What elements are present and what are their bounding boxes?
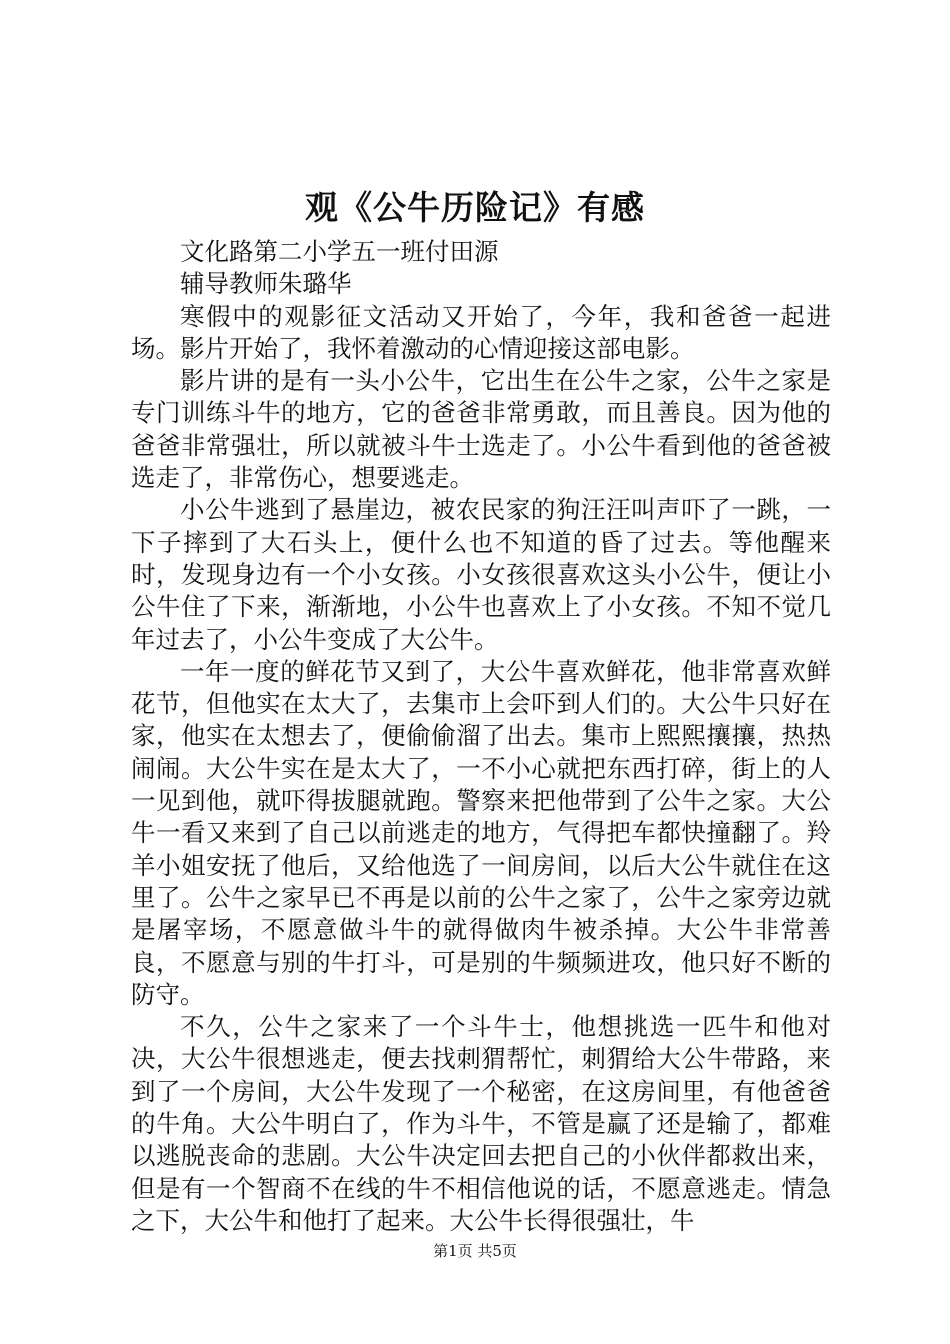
page-indicator: 第1页 共5页	[433, 1242, 517, 1260]
document-title: 观《公牛历险记》有感	[305, 188, 645, 227]
document-body	[131, 236, 831, 1237]
paragraph: 一年一度的鲜花节又到了，大公牛喜欢鲜花，他非常喜欢鲜花节，但他实在太大了，去集市上会吓到人们的。大公牛只好在家，他实在太想去了，便偷偷溜了出去。集市上熙熙攘攘，热热闹闹。大公牛实在是太大了，一不小心就把东西打碎，街上的人一见到他，就吓得拔腿就跑。警察来把他带到了公牛之家。大公牛一看又来到了自己以前逃走的地方，气得把车都快撞翻了。羚羊小姐安抚了他后，又给他选了一间房间，以后大公牛就住在这里了。公牛之家早已不再是以前的公牛之家了，公牛之家旁边就是屠宰场，不愿意做斗牛的就得做肉牛被杀掉。大公牛非常善良，不愿意与别的牛打斗，可是别的牛频频进攻，他只好不断的防守。	[131, 656, 831, 1009]
teacher-line: 辅导教师朱璐华	[180, 269, 352, 299]
paragraph: 寒假中的观影征文活动又开始了，今年，我和爸爸一起进场。影片开始了，我怀着激动的心情迎接这部电影。	[131, 301, 831, 363]
paragraph: 影片讲的是有一头小公牛，它出生在公牛之家，公牛之家是专门训练斗牛的地方，它的爸爸非常勇敢，而且善良。因为他的爸爸非常强壮，所以就被斗牛士选走了。小公牛看到他的爸爸被选走了，非常伤心，想要逃走。	[131, 366, 831, 493]
author-line: 文化路第二小学五一班付田源	[180, 237, 499, 266]
paragraph: 不久，公牛之家来了一个斗牛士，他想挑选一匹牛和他对决，大公牛很想逃走，便去找刺猬帮忙，刺猬给大公牛带路，来到了一个房间，大公牛发现了一个秘密，在这房间里，有他爸爸的牛角。大公牛明白了，作为斗牛，不管是赢了还是输了，都难以逃脱丧命的悲剧。大公牛决定回去把自己的小伙伴都救出来，但是有一个智商不在线的牛不相信他说的话，不愿意逃走。情急之下，大公牛和他打了起来。大公牛长得很强壮，牛	[131, 1012, 831, 1235]
paragraph: 小公牛逃到了悬崖边，被农民家的狗汪汪叫声吓了一跳，一下子摔到了大石头上，便什么也不知道的昏了过去。等他醒来时，发现身边有一个小女孩。小女孩很喜欢这头小公牛，便让小公牛住了下来，渐渐地，小公牛也喜欢上了小女孩。不知不觉几年过去了，小公牛变成了大公牛。	[131, 495, 831, 654]
